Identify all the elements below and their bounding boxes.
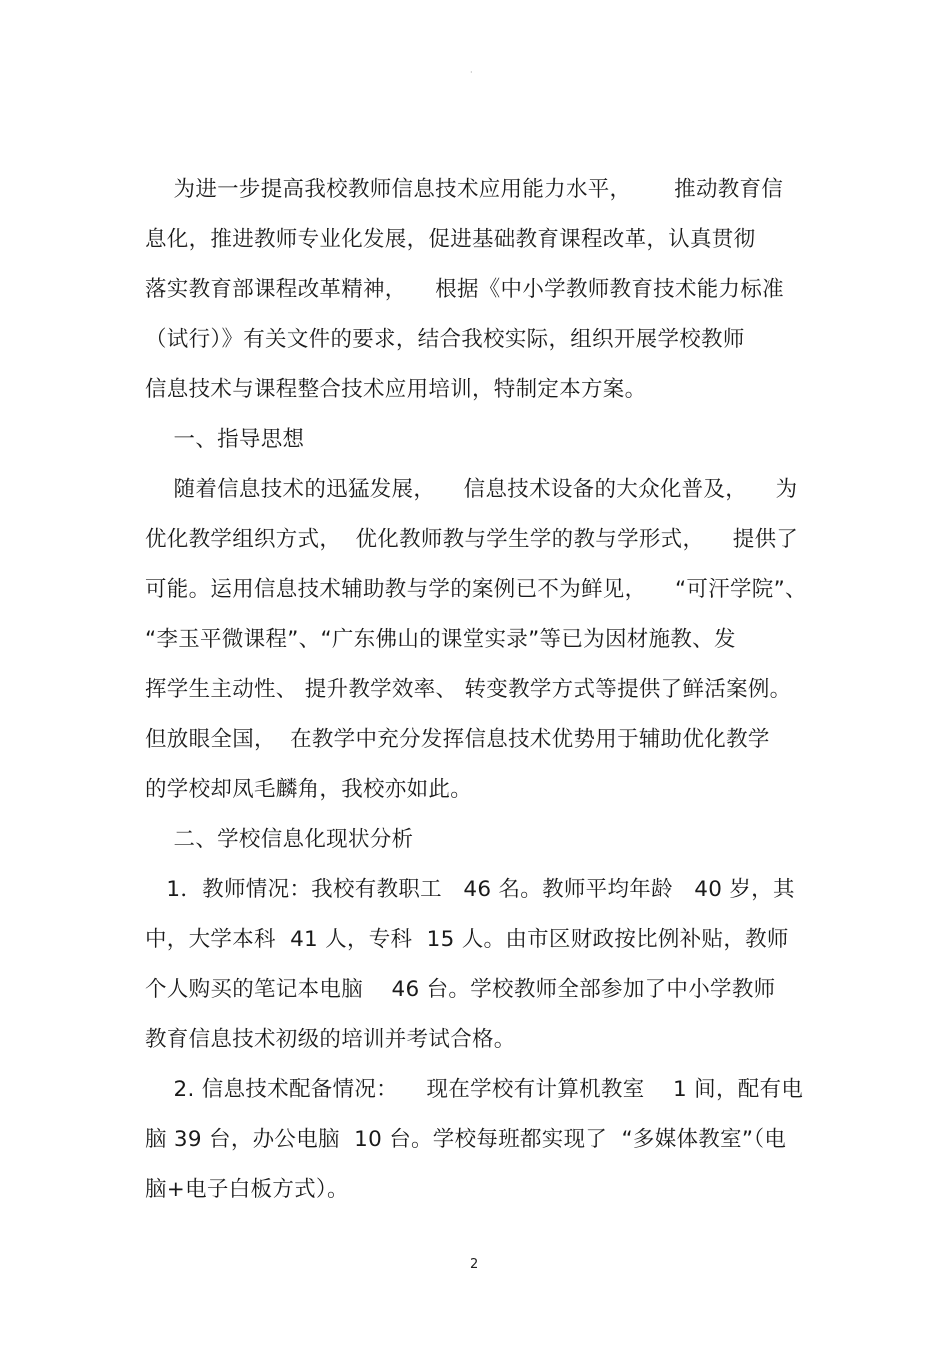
text-line: 的学校却凤毛麟角，我校亦如此。 [145, 777, 473, 802]
section-heading: 二、学校信息化现状分析 [145, 827, 414, 852]
text-line: 但放眼全国， 在教学中充分发挥信息技术优势用于辅助优化教学 [145, 727, 770, 752]
text-line: 息化，推进教师专业化发展，促进基础教育课程改革，认真贯彻 [145, 227, 756, 252]
text-line: 落实教育部课程改革精神， 根据《中小学教师教育技术能力标准 [145, 277, 784, 302]
text-line: 教育信息技术初级的培训并考试合格。 [145, 1027, 516, 1052]
text-line: 2. 信息技术配备情况： 现在学校有计算机教室 1 间，配有电 [145, 1077, 804, 1102]
text-line: 信息技术与课程整合技术应用培训，特制定本方案。 [145, 377, 647, 402]
text-line: 1．教师情况：我校有教职工 46 名。教师平均年龄 40 岁，其 [145, 877, 795, 902]
section-heading: 一、指导思想 [145, 427, 305, 452]
text-line: 挥学生主动性、 提升教学效率、 转变教学方式等提供了鲜活案例。 [145, 677, 792, 702]
text-line: 脑+电子白板方式）。 [145, 1177, 349, 1202]
page-number: 2 [470, 1257, 479, 1272]
text-line: 优化教学组织方式， 优化教师教与学生学的教与学形式， 提供了 [145, 527, 799, 552]
text-line: 可能。运用信息技术辅助教与学的案例已不为鲜见， “可汗学院”、 [145, 577, 807, 602]
text-line: “李玉平微课程”、“广东佛山的课堂实录”等已为因材施教、发 [145, 627, 736, 652]
text-line: 个人购买的笔记本电脑 46 台。学校教师全部参加了中小学教师 [145, 977, 776, 1002]
text-line: 脑 39 台，办公电脑 10 台。学校每班都实现了 “多媒体教室”（电 [145, 1127, 787, 1152]
text-line: 为进一步提高我校教师信息技术应用能力水平， 推动教育信 [145, 177, 784, 202]
text-line: 随着信息技术的迅猛发展， 信息技术设备的大众化普及， 为 [145, 477, 798, 502]
header-mark: · [470, 68, 473, 77]
text-line: （试行）》有关文件的要求，结合我校实际，组织开展学校教师 [145, 327, 745, 352]
text-line: 中，大学本科 41 人，专科 15 人。由市区财政按比例补贴，教师 [145, 927, 789, 952]
